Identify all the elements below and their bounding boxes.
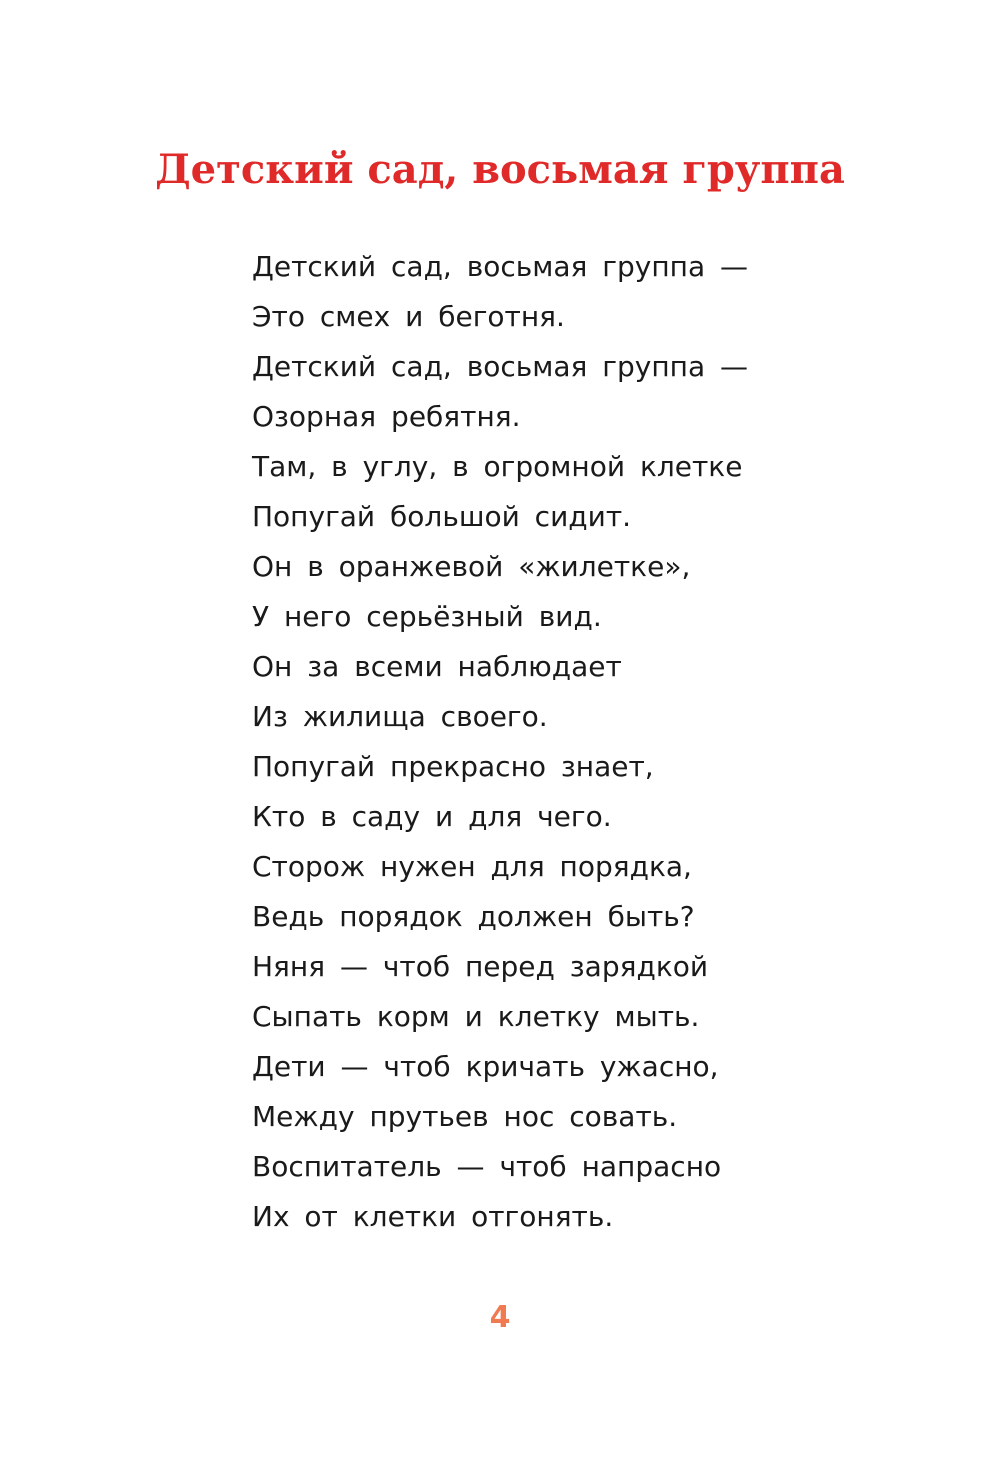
poem-line: Между прутьев нос совать. (252, 1100, 678, 1133)
poem-line: Там, в углу, в огромной клетке (252, 450, 743, 483)
poem-title: Детский сад, восьмая группа (155, 146, 845, 193)
poem-line: Это смех и беготня. (252, 300, 565, 333)
poem-line: Детский сад, восьмая группа — (252, 350, 749, 383)
poem-line: У него серьёзный вид. (252, 600, 602, 633)
poem-line: Их от клетки отгонять. (252, 1200, 614, 1233)
poem-line: Няня — чтоб перед зарядкой (252, 950, 709, 983)
poem-line: Он за всеми наблюдает (252, 650, 622, 683)
poem-line: Воспитатель — чтоб напрасно (252, 1150, 722, 1183)
poem-line: Ведь порядок должен быть? (252, 900, 695, 933)
poem-line: Сыпать корм и клетку мыть. (252, 1000, 700, 1033)
poem-line: Из жилища своего. (252, 700, 548, 733)
page-number: 4 (489, 1300, 511, 1335)
poem-line: Сторож нужен для порядка, (252, 850, 692, 883)
poem-line: Он в оранжевой «жилетке», (252, 550, 691, 583)
poem-line: Детский сад, восьмая группа — (252, 250, 749, 283)
poem-line: Кто в саду и для чего. (252, 800, 612, 833)
poem-text (252, 242, 892, 1242)
poem-line: Озорная ребятня. (252, 400, 521, 433)
poem-line: Попугай прекрасно знает, (252, 750, 654, 783)
poem-line: Дети — чтоб кричать ужасно, (252, 1050, 719, 1083)
poem-line: Попугай большой сидит. (252, 500, 632, 533)
